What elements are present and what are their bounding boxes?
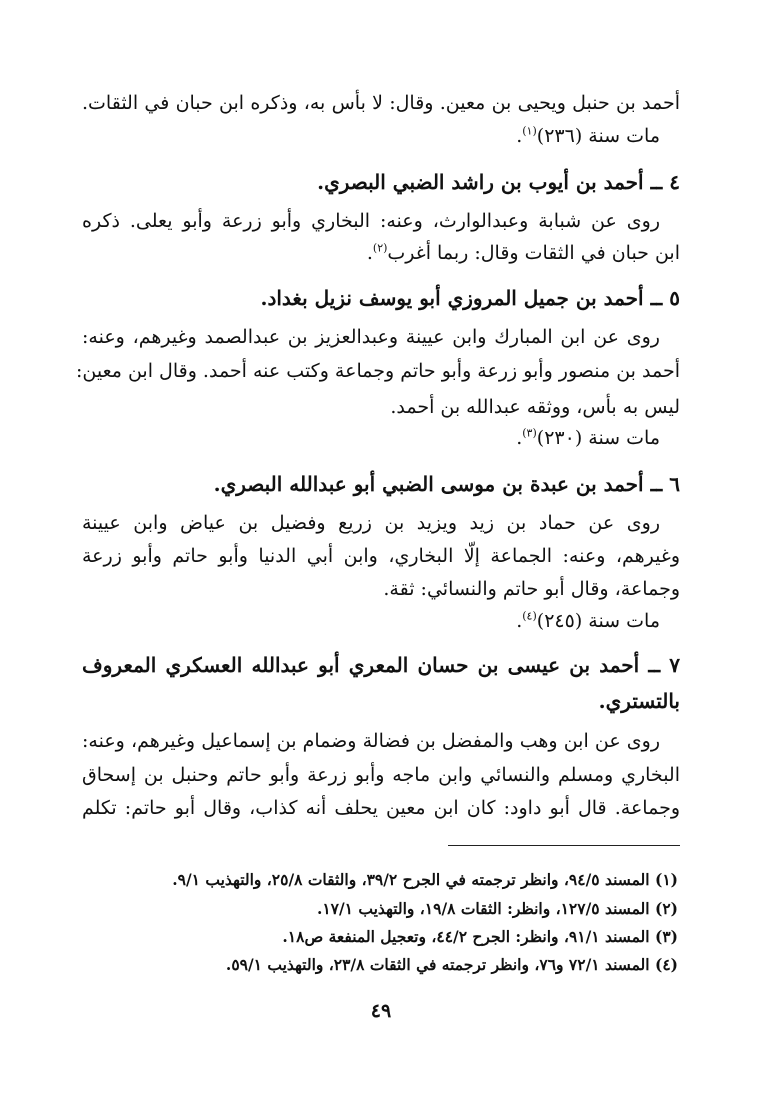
footnote-3: (٣) المسند ٩١/١، وانظر: الجرح ٤٤/٢، وتعجيل المنفعة ص١٨. — [282, 927, 678, 946]
death-year-text: مات سنة (٢٤٥) — [536, 610, 660, 632]
entry-heading-6: ٦ ــ أحمد بن عبدة بن موسى الضبي أبو عبدالله البصري. — [213, 472, 680, 496]
footnote-4: (٤) المسند ٧٢/١ و٧٦، وانظر ترجمته في الثقات ٢٣/٨، والتهذيب ٥٩/١. — [225, 955, 678, 974]
footnote-ref-4: (٤) — [522, 609, 537, 623]
footnote-ref-2: (٢) — [372, 241, 388, 255]
body-line-7b: البخاري ومسلم والنسائي وابن ماجه وأبو زرعة وأبو حاتم وحنبل بن إسحاق — [82, 764, 680, 786]
end-dot: . — [516, 610, 523, 632]
entry-heading-5: ٥ ــ أحمد بن جميل المروزي أبو يوسف نزيل بغداد. — [260, 286, 680, 310]
death-year-line-4 — [82, 606, 660, 636]
body-line-7a: روى عن ابن وهب والمفضل بن فضالة وضمام بن إسماعيل وغيرهم، وعنه: — [82, 730, 660, 752]
body-line-4a: روى عن شبابة وعبدالوارث، وعنه: البخاري وأبو زرعة وأبو يعلى. ذكره — [82, 210, 660, 232]
end-dot: . — [516, 125, 523, 147]
body-line-1: أحمد بن حنبل ويحيى بن معين. وقال: لا بأس به، وذكره ابن حبان في الثقات. — [82, 92, 680, 114]
footnote-ref-1: (١) — [522, 124, 537, 138]
body-line-6a: روى عن حماد بن زيد ويزيد بن زريع وفضيل بن عياض وابن عيينة — [82, 512, 660, 534]
body-line-5c: ليس به بأس، ووثقه عبدالله بن أحمد. — [390, 396, 680, 418]
footnote-separator — [448, 845, 680, 846]
end-dot: . — [366, 242, 373, 264]
body-line-4b — [82, 238, 680, 268]
footnote-ref-3: (٣) — [522, 426, 537, 440]
death-year-text: مات سنة (٢٣٠) — [536, 427, 660, 449]
entry-heading-4: ٤ ــ أحمد بن أيوب بن راشد الضبي البصري. — [317, 170, 680, 194]
entry-heading-7-cont: بالتستري. — [598, 689, 680, 713]
footnote-1: (١) المسند ٩٤/٥، وانظر ترجمته في الجرح ٣٩/٢، والثقات ٢٥/٨، والتهذيب ٩/١. — [172, 870, 678, 889]
entry-heading-7: ٧ ــ أحمد بن عيسى بن حسان المعري أبو عبدالله العسكري المعروف — [82, 653, 681, 677]
body-line-4b-text: ابن حبان في الثقات وقال: ربما أغرب — [387, 242, 680, 264]
death-year-line-3 — [82, 423, 660, 453]
body-line-7c: وجماعة. قال أبو داود: كان ابن معين يحلف أنه كذاب، وقال أبو حاتم: تكلم — [82, 797, 680, 819]
body-line-5b: أحمد بن منصور وأبو زرعة وأبو حاتم وجماعة وكتب عنه أحمد. وقال ابن معين: — [75, 360, 680, 382]
body-line-5a: روى عن ابن المبارك وابن عيينة وعبدالعزيز بن عبدالصمد وغيرهم، وعنه: — [82, 326, 660, 348]
end-dot: . — [516, 427, 523, 449]
death-year-line-1 — [82, 121, 660, 151]
footnote-2: (٢) المسند ١٢٧/٥، وانظر: الثقات ١٩/٨، والتهذيب ١٧/١. — [316, 899, 678, 918]
page-number: ٤٩ — [370, 1000, 392, 1022]
body-line-6c: وجماعة، وقال أبو حاتم والنسائي: ثقة. — [383, 578, 680, 600]
death-year-text: مات سنة (٢٣٦) — [536, 125, 660, 147]
body-line-6b: وغيرهم، وعنه: الجماعة إلّا البخاري، وابن أبي الدنيا وأبو حاتم وأبو زرعة — [82, 545, 680, 567]
